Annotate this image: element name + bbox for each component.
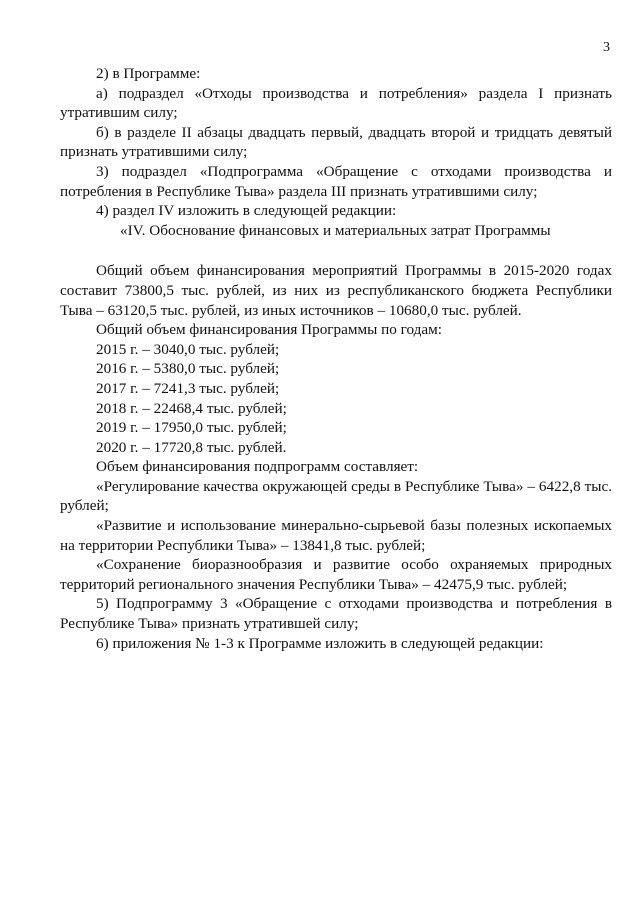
year-item: 2018 г. – 22468,4 тыс. рублей; <box>96 399 287 417</box>
by-years-intro: Общий объем финансирования Программы по годам: <box>96 321 442 339</box>
year-item: 2015 г. – 3040,0 тыс. рублей; <box>96 340 280 358</box>
year-item: 2019 г. – 17950,0 тыс. рублей; <box>96 419 287 437</box>
paragraph-item-2a: а) подраздел «Отходы производства и потребления» раздела I признать утратившим силу; <box>60 84 612 122</box>
page-number: 3 <box>603 40 610 55</box>
subprogram-item: «Развитие и использование минерально-сырьевой базы полезных ископаемых на территории Республики Тыва» – 13841,8 тыс. рублей; <box>60 517 612 554</box>
paragraph-item-2b: б) в разделе II абзацы двадцать первый, двадцать второй и тридцать девятый признать утратившими силу; <box>60 123 612 161</box>
year-item: 2016 г. – 5380,0 тыс. рублей; <box>96 360 280 378</box>
document-body <box>60 64 612 653</box>
paragraph-item-4: 4) раздел IV изложить в следующей редакции: <box>96 202 397 220</box>
subprograms-intro: Объем финансирования подпрограмм составляет: <box>96 458 419 476</box>
subprogram-item: «Сохранение биоразнообразия и развитие особо охраняемых природных территорий регионального значения Республики Тыва» – 42475,9 тыс. рублей; <box>60 556 612 593</box>
paragraph-item-6: 6) приложения № 1-3 к Программе изложить в следующей редакции: <box>96 634 544 652</box>
years-list <box>60 340 612 458</box>
total-financing-paragraph: Общий объем финансирования мероприятий Программы в 2015-2020 годах составит 73800,5 тыс. рублей, из них из республиканского бюджета Республики Тыва – 63120,5 тыс. рублей, из иных источников – 10680,0 тыс. рублей. <box>60 262 612 319</box>
paragraph-item-2: 2) в Программе: <box>96 65 201 82</box>
year-item: 2017 г. – 7241,3 тыс. рублей; <box>96 379 280 397</box>
year-item: 2020 г. – 17720,8 тыс. рублей. <box>96 438 287 456</box>
paragraph-item-5: 5) Подпрограмму 3 «Обращение с отходами производства и потребления в Республике Тыва» признать утратившей силу; <box>60 595 612 633</box>
section-heading: «IV. Обоснование финансовых и материальных затрат Программы <box>120 221 551 239</box>
subprogram-item: «Регулирование качества окружающей среды в Республике Тыва» – 6422,8 тыс. рублей; <box>60 477 612 515</box>
paragraph-item-3: 3) подраздел «Подпрограмма «Обращение с отходами производства и потребления в Республике Тыва» раздела III признать утратившими силу; <box>60 162 612 200</box>
